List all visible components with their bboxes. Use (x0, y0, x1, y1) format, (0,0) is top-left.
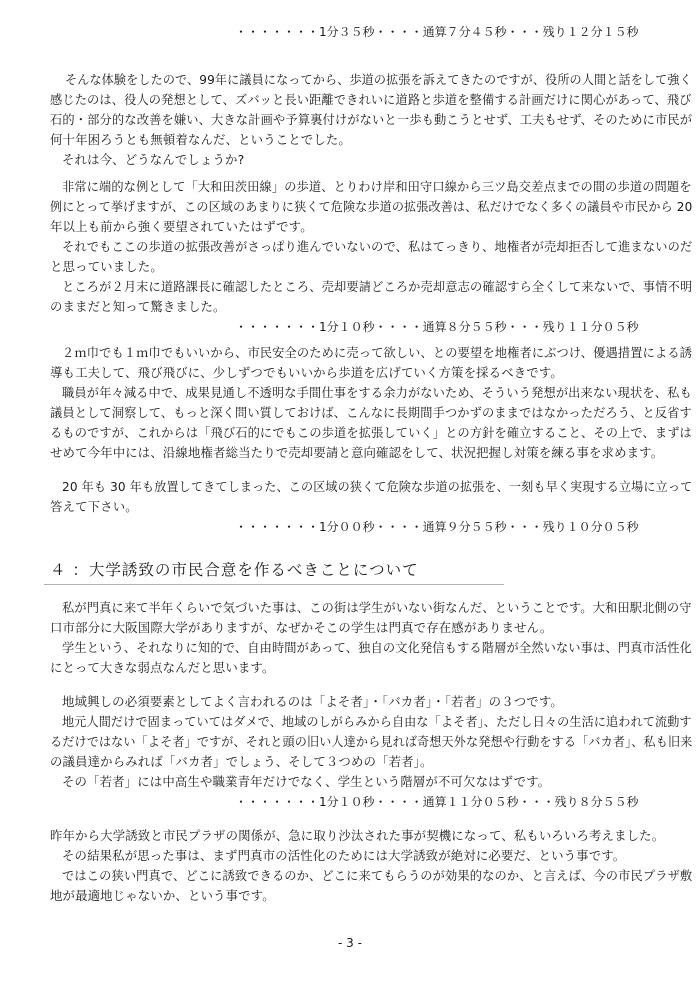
page-number: - 3 - (338, 936, 362, 950)
body-line: 例にとって挙げますが、この区域のあまりに狭くて危険な歩道の拡張改善は、私だけでなく多くの議員や市民から 20 (50, 199, 693, 214)
body-line: るだけではない「よそ者」ですが、それと頭の旧い人達から見れば奇想天外な発想や行動をする「バカ者」、私も旧来 (50, 734, 693, 749)
body-line: 年以上も前から強く要望されていたはずです。 (50, 219, 313, 234)
body-line: るものですが、これからは「飛び石的にでもこの歩道を拡張していく」との方針を確立すること、その上で、まずは (50, 425, 692, 440)
body-line: にとって大きな弱点なんだと思います。 (50, 660, 275, 675)
body-line: 感じたのは、役人の発想として、ズバッと長い距離できれいに道路と歩道を整備する計画だけに関心があって、飛び (50, 92, 692, 107)
timer-line: ・・・・・・・1分１０秒・・・・通算８分５５秒・・・残り１１分０５秒 (235, 320, 639, 334)
body-line: せめて今年中には、沿線地権者総当たりで売却要請と意向確認をして、状況把握し対策を練る事を求めます。 (50, 445, 664, 460)
body-line: 石的・部分的な改善を嫌い、大きな計画や予算裏付けがないと一歩も動こうとせず、工夫もせず、そのために市民が (50, 112, 693, 127)
body-line: 導も工夫して、飛び飛びに、少しずつでもいいから歩道を広げていく方策を採るべきです。 (50, 365, 563, 380)
body-line: 地が最適地じゃないか、という事です。 (50, 888, 275, 903)
body-line: 答えて下さい。 (50, 499, 138, 514)
body-line: そんな体験をしたので、99年に議員になってから、歩道の拡張を訴えてきたのですが、役所の人間と話をして強く (65, 72, 692, 87)
body-line: ２ｍ巾でも１ｍ巾でもいいから、市民安全のために売って欲しい、との要望を地権者にぶつけ、優遇措置による誘 (62, 345, 693, 360)
timer-line: ・・・・・・・1分３５秒・・・・通算７分４５秒・・・残り１２分１５秒 (235, 25, 639, 39)
body-line: 私が門真に来て半年くらいで気づいた事は、この街は学生がいない街なんだ、ということです。大和田駅北側の守 (62, 600, 692, 615)
body-line: それでもここの歩道の拡張改善がさっぱり進んでいないので、私はてっきり、地権者が売却拒否して進まないのだ (62, 239, 693, 254)
body-line: それは今、どうなんでしょうか? (62, 152, 245, 167)
body-line: 非常に端的な例として「大和田茨田線」の歩道、とりわけ岸和田守口線から三ツ島交差点までの間の歩道の問題を (62, 179, 692, 194)
body-line: と思っていました。 (50, 259, 163, 274)
body-line: その結果私が思った事は、まず門真市の活性化のためには大学誘致が絶対に必要だ、という事です。 (62, 848, 626, 863)
body-line: 20 年も 30 年も放置してきてしまった、この区域の狭くて危険な歩道の拡張を、一刻も早く実現する立場に立って (62, 479, 693, 494)
body-line: 地元人間だけで固まっていてはダメで、地域のしがらみから自由な「よそ者」、ただし日々の生活に追われて流動す (62, 714, 692, 729)
body-line: 議員として洞察して、もっと深く問い質しておけば、こんなに長期間手つかずのままではなかっただろう、と反省す (50, 405, 692, 420)
heading-underline (44, 584, 504, 585)
section-heading: ４ ：大学誘致の市民合意を作るべきことについて (50, 561, 419, 579)
body-line: の議員達からみれば「バカ者」でしょう、そして３つめの「若者」。 (50, 754, 433, 769)
body-line: ではこの狭い門真で、どこに誘致できるのか、どこに来てもらうのが効果的なのか、と言えば、今の市民プラザ敷 (62, 868, 693, 883)
timer-line: ・・・・・・・1分００秒・・・・通算９分５５秒・・・残り１０分０５秒 (235, 520, 639, 534)
body-line: 口市部分に大阪国際大学がありますが、なぜかそこの学生は門真で存在感がありません。 (50, 620, 553, 635)
timer-line: ・・・・・・・1分１０秒・・・・通算１１分０５秒・・・残り８分５５秒 (235, 795, 639, 809)
body-line: 地域興しの必須要素としてよく言われるのは「よそ者」・「バカ者」・「若者」の３つです。 (62, 694, 563, 709)
body-line: 職員が年々減る中で、成果見通し不透明な手間仕事をする余力がないため、そういう発想が出来ない現状を、私も (62, 385, 692, 400)
body-line: その「若者」には中高生や職業青年だけでなく、学生という階層が不可欠なはずです。 (62, 774, 551, 789)
body-line: 学生という、それなりに知的で、自由時間があって、独自の文化発信もする階層が全然いない事は、門真市活性化 (62, 640, 692, 655)
body-line: 何十年困ろうとも無頓着なんだ、ということでした。 (50, 132, 351, 147)
body-line: 昨年から大学誘致と市民プラザの関係が、急に取り沙汰された事が契機になって、私もいろいろ考えました。 (50, 828, 665, 843)
body-line: のままだと知って驚きました。 (50, 299, 226, 314)
body-line: ところが２月末に道路課長に確認したところ、売却要請どころか売却意志の確認すら全くして来ないで、事情不明 (62, 279, 693, 294)
